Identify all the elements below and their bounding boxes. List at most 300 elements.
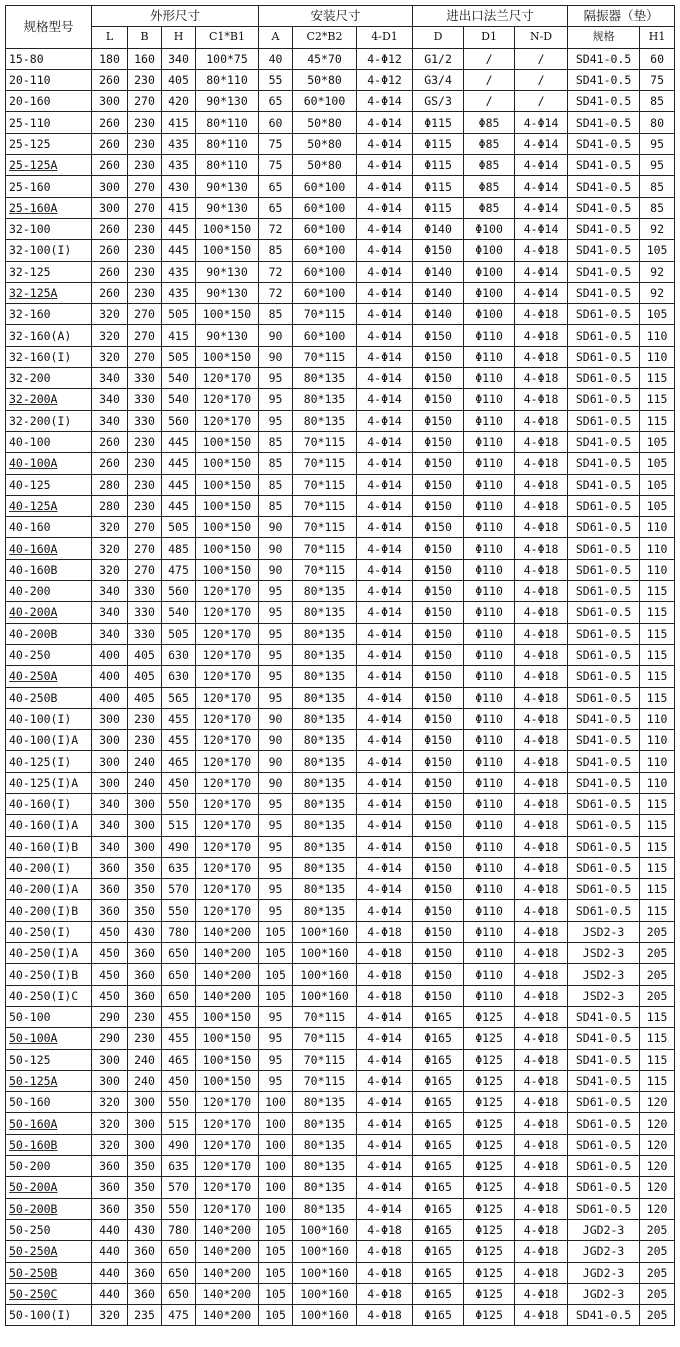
- cell-C1B1: 120*170: [196, 1198, 259, 1219]
- cell-N-D: 4-Φ18: [515, 1006, 568, 1027]
- cell-C2B2: 80*135: [293, 1156, 357, 1177]
- cell-H1: 92: [640, 282, 675, 303]
- cell-C1B1: 100*150: [196, 346, 259, 367]
- cell-L: 320: [92, 538, 128, 559]
- model-name: 40-250(I): [9, 924, 72, 939]
- cell-H: 435: [162, 133, 196, 154]
- cell-H: 565: [162, 687, 196, 708]
- column-header-C1B1: C1*B1: [196, 27, 259, 48]
- cell-D: Φ165: [413, 1241, 464, 1262]
- cell-H1: 205: [640, 1305, 675, 1326]
- cell-H: 780: [162, 1219, 196, 1240]
- cell-N-D: 4-Φ18: [515, 623, 568, 644]
- cell-A: 90: [259, 559, 293, 580]
- model-name: 50-125A: [9, 1073, 58, 1088]
- cell-4-D1: 4-Φ12: [357, 48, 413, 69]
- cell-D: Φ165: [413, 1198, 464, 1219]
- column-header-H: H: [162, 27, 196, 48]
- cell-N-D: /: [515, 91, 568, 112]
- cell-model: [6, 410, 92, 431]
- cell-H1: 115: [640, 1049, 675, 1070]
- model-name: 50-125: [9, 1052, 51, 1067]
- table-row: [6, 155, 675, 176]
- cell-D1: Φ100: [464, 261, 515, 282]
- cell-H1: 115: [640, 623, 675, 644]
- cell-C2B2: 100*160: [293, 921, 357, 942]
- cell-A: 105: [259, 964, 293, 985]
- table-row: [6, 389, 675, 410]
- cell-4-D1: 4-Φ14: [357, 368, 413, 389]
- cell-D1: Φ125: [464, 1262, 515, 1283]
- cell-C1B1: 120*170: [196, 581, 259, 602]
- cell-A: 95: [259, 815, 293, 836]
- cell-D1: /: [464, 91, 515, 112]
- cell-H1: 115: [640, 581, 675, 602]
- column-header-H1: H1: [640, 27, 675, 48]
- cell-D: Φ150: [413, 240, 464, 261]
- cell-D1: Φ85: [464, 112, 515, 133]
- cell-L: 360: [92, 1198, 128, 1219]
- model-name: 25-125: [9, 136, 51, 151]
- table-row: [6, 176, 675, 197]
- cell-D1: Φ100: [464, 304, 515, 325]
- cell-N-D: 4-Φ18: [515, 495, 568, 516]
- model-name: 32-125: [9, 264, 51, 279]
- cell-C1B1: 100*150: [196, 240, 259, 261]
- cell-C1B1: 120*170: [196, 602, 259, 623]
- cell-L: 260: [92, 431, 128, 452]
- cell-N-D: 4-Φ14: [515, 176, 568, 197]
- cell-H1: 85: [640, 91, 675, 112]
- cell-model: [6, 517, 92, 538]
- cell-H: 435: [162, 261, 196, 282]
- cell-D: G3/4: [413, 69, 464, 90]
- cell-N-D: 4-Φ18: [515, 1241, 568, 1262]
- cell-model: [6, 559, 92, 580]
- cell-L: 360: [92, 857, 128, 878]
- cell-4-D1: 4-Φ14: [357, 474, 413, 495]
- cell-L: 290: [92, 1006, 128, 1027]
- pump-spec-table: [5, 5, 675, 1326]
- cell-H: 445: [162, 431, 196, 452]
- cell-H1: 80: [640, 112, 675, 133]
- model-name: 50-250: [9, 1223, 51, 1238]
- cell-L: 300: [92, 176, 128, 197]
- isolator-header: 隔振器（垫）: [568, 6, 675, 27]
- cell-C1B1: 140*200: [196, 943, 259, 964]
- cell-N-D: 4-Φ18: [515, 325, 568, 346]
- cell-H1: 95: [640, 133, 675, 154]
- table-row: [6, 1219, 675, 1240]
- cell-4-D1: 4-Φ14: [357, 538, 413, 559]
- cell-N-D: 4-Φ18: [515, 1262, 568, 1283]
- model-name: 40-160B: [9, 562, 58, 577]
- cell-model: [6, 857, 92, 878]
- column-header-4-D1: 4-D1: [357, 27, 413, 48]
- cell-A: 95: [259, 389, 293, 410]
- cell-C1B1: 140*200: [196, 1305, 259, 1326]
- model-name: 32-100: [9, 222, 51, 237]
- cell-H1: 115: [640, 815, 675, 836]
- cell-B: 270: [128, 538, 162, 559]
- cell-isolator-spec: SD41-0.5: [568, 112, 640, 133]
- cell-L: 290: [92, 1028, 128, 1049]
- model-name: 50-160B: [9, 1137, 58, 1152]
- cell-H1: 115: [640, 879, 675, 900]
- cell-H1: 115: [640, 1006, 675, 1027]
- cell-model: [6, 69, 92, 90]
- cell-H: 650: [162, 1262, 196, 1283]
- cell-B: 350: [128, 900, 162, 921]
- cell-C1B1: 100*150: [196, 559, 259, 580]
- cell-A: 90: [259, 730, 293, 751]
- cell-L: 300: [92, 1049, 128, 1070]
- cell-C2B2: 80*135: [293, 772, 357, 793]
- cell-H1: 115: [640, 836, 675, 857]
- cell-L: 340: [92, 623, 128, 644]
- cell-D1: Φ110: [464, 581, 515, 602]
- model-name: 40-160(I)B: [9, 839, 79, 854]
- cell-L: 260: [92, 453, 128, 474]
- table-row: [6, 708, 675, 729]
- cell-4-D1: 4-Φ14: [357, 900, 413, 921]
- table-row: [6, 1156, 675, 1177]
- cell-B: 405: [128, 687, 162, 708]
- cell-D1: Φ125: [464, 1113, 515, 1134]
- cell-D: Φ150: [413, 495, 464, 516]
- cell-C2B2: 100*160: [293, 1305, 357, 1326]
- cell-L: 260: [92, 240, 128, 261]
- model-column-header: 规格型号: [6, 6, 92, 49]
- cell-D1: Φ110: [464, 474, 515, 495]
- cell-4-D1: 4-Φ14: [357, 1070, 413, 1091]
- cell-C2B2: 80*135: [293, 389, 357, 410]
- cell-4-D1: 4-Φ14: [357, 602, 413, 623]
- cell-isolator-spec: SD41-0.5: [568, 1305, 640, 1326]
- cell-H: 445: [162, 218, 196, 239]
- cell-D1: Φ110: [464, 559, 515, 580]
- cell-model: [6, 921, 92, 942]
- cell-H: 540: [162, 389, 196, 410]
- cell-model: [6, 1219, 92, 1240]
- cell-4-D1: 4-Φ18: [357, 985, 413, 1006]
- cell-B: 330: [128, 602, 162, 623]
- cell-isolator-spec: JSD2-3: [568, 921, 640, 942]
- table-row: [6, 1006, 675, 1027]
- table-row: [6, 1177, 675, 1198]
- model-name: 40-250(I)C: [9, 988, 79, 1003]
- cell-D1: Φ110: [464, 921, 515, 942]
- cell-B: 270: [128, 197, 162, 218]
- cell-4-D1: 4-Φ18: [357, 964, 413, 985]
- cell-D: Φ165: [413, 1134, 464, 1155]
- cell-L: 360: [92, 879, 128, 900]
- cell-D1: Φ125: [464, 1241, 515, 1262]
- cell-C1B1: 120*170: [196, 772, 259, 793]
- cell-H: 455: [162, 730, 196, 751]
- cell-D: Φ150: [413, 900, 464, 921]
- cell-C1B1: 90*130: [196, 261, 259, 282]
- cell-D: Φ150: [413, 453, 464, 474]
- model-name: 40-160A: [9, 541, 58, 556]
- cell-B: 230: [128, 282, 162, 303]
- cell-D: Φ150: [413, 815, 464, 836]
- cell-N-D: 4-Φ18: [515, 1305, 568, 1326]
- cell-B: 160: [128, 48, 162, 69]
- cell-4-D1: 4-Φ14: [357, 1198, 413, 1219]
- cell-A: 72: [259, 282, 293, 303]
- cell-D1: Φ110: [464, 453, 515, 474]
- cell-C1B1: 100*150: [196, 1049, 259, 1070]
- table-row: [6, 69, 675, 90]
- cell-4-D1: 4-Φ18: [357, 943, 413, 964]
- cell-D1: Φ110: [464, 410, 515, 431]
- cell-isolator-spec: SD41-0.5: [568, 708, 640, 729]
- cell-A: 100: [259, 1113, 293, 1134]
- cell-D1: /: [464, 69, 515, 90]
- model-name: 25-125A: [9, 158, 58, 173]
- cell-H: 455: [162, 1028, 196, 1049]
- cell-isolator-spec: SD61-0.5: [568, 602, 640, 623]
- model-name: 50-200B: [9, 1201, 58, 1216]
- cell-D: Φ150: [413, 879, 464, 900]
- table-row: [6, 815, 675, 836]
- cell-isolator-spec: SD61-0.5: [568, 857, 640, 878]
- cell-H: 490: [162, 836, 196, 857]
- cell-C1B1: 120*170: [196, 1177, 259, 1198]
- table-row: [6, 517, 675, 538]
- cell-B: 230: [128, 133, 162, 154]
- cell-C2B2: 80*135: [293, 1134, 357, 1155]
- cell-D: Φ165: [413, 1028, 464, 1049]
- cell-model: [6, 1113, 92, 1134]
- cell-C1B1: 120*170: [196, 751, 259, 772]
- cell-D1: Φ110: [464, 879, 515, 900]
- cell-L: 400: [92, 666, 128, 687]
- cell-H: 550: [162, 793, 196, 814]
- cell-C2B2: 80*135: [293, 623, 357, 644]
- cell-4-D1: 4-Φ18: [357, 921, 413, 942]
- model-name: 40-100(I): [9, 711, 72, 726]
- cell-H: 415: [162, 112, 196, 133]
- cell-4-D1: 4-Φ14: [357, 346, 413, 367]
- column-header-isolator-spec: 规格: [568, 27, 640, 48]
- flange-dimensions-header: 进出口法兰尺寸: [413, 6, 568, 27]
- cell-C2B2: 80*135: [293, 751, 357, 772]
- table-row: [6, 1134, 675, 1155]
- cell-isolator-spec: SD61-0.5: [568, 666, 640, 687]
- cell-4-D1: 4-Φ14: [357, 708, 413, 729]
- cell-D: Φ150: [413, 836, 464, 857]
- cell-model: [6, 1028, 92, 1049]
- cell-C2B2: 60*100: [293, 218, 357, 239]
- cell-A: 95: [259, 836, 293, 857]
- cell-H1: 120: [640, 1177, 675, 1198]
- cell-C2B2: 70*115: [293, 346, 357, 367]
- cell-isolator-spec: SD61-0.5: [568, 900, 640, 921]
- cell-4-D1: 4-Φ14: [357, 666, 413, 687]
- cell-A: 100: [259, 1092, 293, 1113]
- table-row: [6, 751, 675, 772]
- cell-H1: 115: [640, 666, 675, 687]
- cell-B: 270: [128, 325, 162, 346]
- cell-C2B2: 80*135: [293, 1113, 357, 1134]
- cell-model: [6, 538, 92, 559]
- cell-L: 260: [92, 69, 128, 90]
- cell-C2B2: 100*160: [293, 964, 357, 985]
- cell-A: 95: [259, 644, 293, 665]
- cell-L: 440: [92, 1283, 128, 1304]
- cell-H1: 115: [640, 644, 675, 665]
- cell-isolator-spec: SD41-0.5: [568, 1028, 640, 1049]
- cell-B: 230: [128, 112, 162, 133]
- table-row: [6, 1283, 675, 1304]
- cell-4-D1: 4-Φ14: [357, 815, 413, 836]
- cell-C1B1: 90*130: [196, 91, 259, 112]
- cell-4-D1: 4-Φ18: [357, 1219, 413, 1240]
- cell-C1B1: 140*200: [196, 1241, 259, 1262]
- cell-C2B2: 80*135: [293, 836, 357, 857]
- cell-model: [6, 751, 92, 772]
- cell-A: 105: [259, 1305, 293, 1326]
- cell-L: 340: [92, 815, 128, 836]
- cell-C1B1: 100*150: [196, 538, 259, 559]
- cell-A: 65: [259, 176, 293, 197]
- cell-A: 90: [259, 538, 293, 559]
- cell-C1B1: 100*150: [196, 1028, 259, 1049]
- cell-L: 300: [92, 197, 128, 218]
- cell-B: 430: [128, 921, 162, 942]
- cell-B: 405: [128, 644, 162, 665]
- cell-4-D1: 4-Φ14: [357, 453, 413, 474]
- cell-B: 230: [128, 218, 162, 239]
- cell-D: Φ165: [413, 1219, 464, 1240]
- cell-H: 505: [162, 623, 196, 644]
- cell-model: [6, 453, 92, 474]
- cell-A: 105: [259, 1262, 293, 1283]
- cell-H: 420: [162, 91, 196, 112]
- cell-D1: Φ110: [464, 730, 515, 751]
- cell-H: 430: [162, 176, 196, 197]
- cell-isolator-spec: SD41-0.5: [568, 474, 640, 495]
- cell-H1: 205: [640, 921, 675, 942]
- cell-C2B2: 80*135: [293, 857, 357, 878]
- cell-N-D: 4-Φ18: [515, 410, 568, 431]
- cell-D1: Φ110: [464, 623, 515, 644]
- cell-D: Φ165: [413, 1305, 464, 1326]
- table-row: [6, 240, 675, 261]
- cell-B: 230: [128, 155, 162, 176]
- model-name: 32-160(A): [9, 328, 72, 343]
- cell-D: Φ165: [413, 1006, 464, 1027]
- cell-D1: Φ110: [464, 708, 515, 729]
- cell-isolator-spec: SD61-0.5: [568, 346, 640, 367]
- cell-B: 230: [128, 1028, 162, 1049]
- cell-B: 330: [128, 368, 162, 389]
- cell-C1B1: 100*150: [196, 304, 259, 325]
- cell-4-D1: 4-Φ14: [357, 1113, 413, 1134]
- cell-H: 515: [162, 815, 196, 836]
- cell-C2B2: 60*100: [293, 197, 357, 218]
- cell-L: 340: [92, 793, 128, 814]
- cell-A: 100: [259, 1198, 293, 1219]
- table-row: [6, 1262, 675, 1283]
- cell-C1B1: 120*170: [196, 666, 259, 687]
- cell-H: 650: [162, 1283, 196, 1304]
- cell-model: [6, 1177, 92, 1198]
- cell-D1: Φ125: [464, 1305, 515, 1326]
- cell-L: 260: [92, 218, 128, 239]
- table-row: [6, 1305, 675, 1326]
- cell-D: Φ150: [413, 517, 464, 538]
- cell-C1B1: 80*110: [196, 69, 259, 90]
- cell-L: 320: [92, 325, 128, 346]
- cell-C2B2: 80*135: [293, 368, 357, 389]
- cell-isolator-spec: JGD2-3: [568, 1219, 640, 1240]
- cell-D1: Φ110: [464, 943, 515, 964]
- cell-C2B2: 70*115: [293, 517, 357, 538]
- cell-model: [6, 1134, 92, 1155]
- cell-model: [6, 91, 92, 112]
- cell-model: [6, 176, 92, 197]
- table-row: [6, 453, 675, 474]
- cell-A: 90: [259, 517, 293, 538]
- cell-model: [6, 495, 92, 516]
- model-name: 32-100(I): [9, 243, 72, 258]
- cell-N-D: 4-Φ14: [515, 197, 568, 218]
- cell-D: Φ165: [413, 1113, 464, 1134]
- cell-B: 230: [128, 474, 162, 495]
- table-row: [6, 793, 675, 814]
- cell-N-D: /: [515, 48, 568, 69]
- cell-model: [6, 218, 92, 239]
- cell-N-D: 4-Φ18: [515, 1049, 568, 1070]
- cell-H1: 115: [640, 602, 675, 623]
- cell-C1B1: 80*110: [196, 112, 259, 133]
- cell-L: 340: [92, 836, 128, 857]
- cell-isolator-spec: SD41-0.5: [568, 1070, 640, 1091]
- column-header-D1: D1: [464, 27, 515, 48]
- cell-isolator-spec: SD61-0.5: [568, 644, 640, 665]
- model-name: 25-160A: [9, 200, 58, 215]
- cell-model: [6, 708, 92, 729]
- cell-L: 320: [92, 1134, 128, 1155]
- cell-H1: 105: [640, 304, 675, 325]
- model-name: 32-160(I): [9, 349, 72, 364]
- table-row: [6, 559, 675, 580]
- cell-4-D1: 4-Φ12: [357, 69, 413, 90]
- cell-isolator-spec: SD61-0.5: [568, 879, 640, 900]
- cell-isolator-spec: SD61-0.5: [568, 1113, 640, 1134]
- cell-N-D: 4-Φ18: [515, 921, 568, 942]
- cell-B: 230: [128, 69, 162, 90]
- cell-A: 55: [259, 69, 293, 90]
- cell-C2B2: 100*160: [293, 1219, 357, 1240]
- table-row: [6, 1198, 675, 1219]
- cell-H: 450: [162, 772, 196, 793]
- cell-H: 415: [162, 197, 196, 218]
- cell-C1B1: 90*130: [196, 282, 259, 303]
- cell-A: 95: [259, 623, 293, 644]
- cell-C2B2: 70*115: [293, 1028, 357, 1049]
- cell-A: 85: [259, 495, 293, 516]
- cell-C2B2: 70*115: [293, 495, 357, 516]
- cell-D: Φ150: [413, 602, 464, 623]
- cell-B: 270: [128, 346, 162, 367]
- cell-H1: 205: [640, 943, 675, 964]
- cell-D1: Φ125: [464, 1070, 515, 1091]
- cell-N-D: 4-Φ18: [515, 666, 568, 687]
